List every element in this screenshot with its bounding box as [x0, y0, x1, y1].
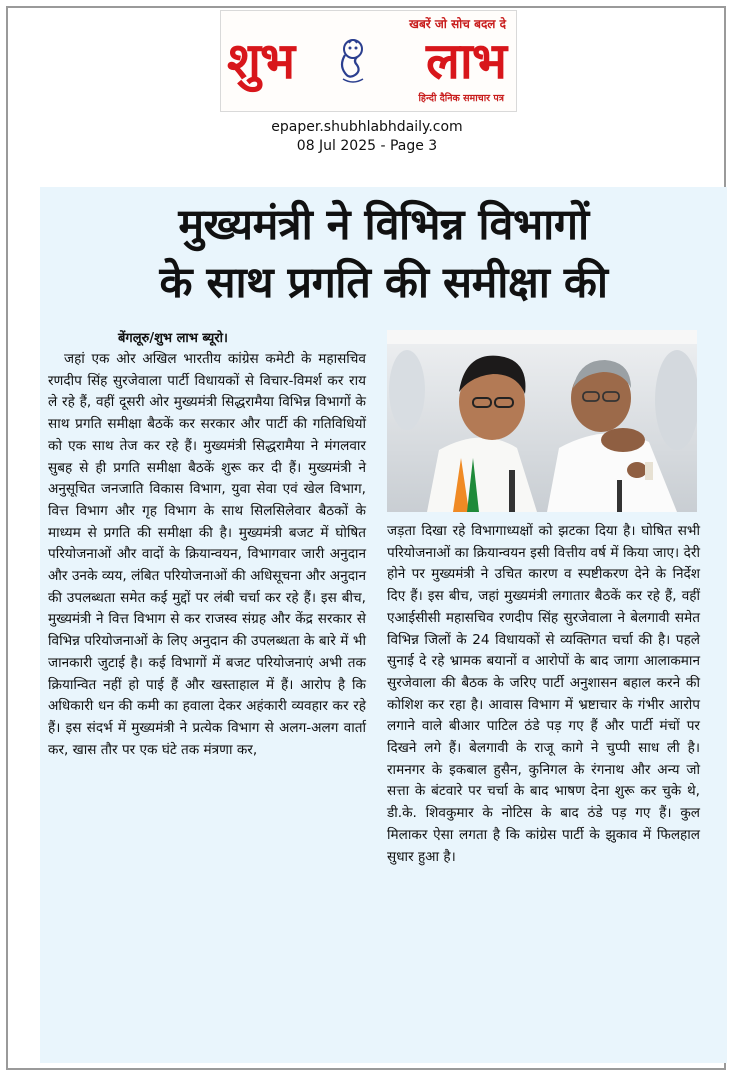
headline-line-2: के साथ प्रगति की समीक्षा की: [159, 258, 608, 308]
edition-date-page: 08 Jul 2025 - Page 3: [296, 138, 438, 154]
brand-name-left: शुभ: [227, 32, 295, 90]
ganesha-icon: [335, 35, 371, 85]
news-photo: [387, 330, 697, 512]
article-body-right-column: जड़ता दिखा रहे विभागाध्यक्षों को झटका दिया है। घोषित सभी परियोजनाओं का क्रियान्वयन इसी वित्तीय वर्ष में किया जाए। देरी होने पर मुख्यमंत्री ने उचित कारण व स्पष्टीकरण देने के निर्देश दिए हैं। इस बीच, जहां मुख्यमंत्री लगातार बैठकें कर रहे हैं, वहीं एआईसीसी महासचिव रणदीप सिंह सुरजेवाला ने बेलगावी समेत विभिन्न जिलों के 24 विधायकों से व्यक्तिगत चर्चा की है। पहले सुनाई दे रहे भ्रामक बयानों व आरोपों के बाद जागा आलाकमान सुरजेवाला की बैठक के जरिए पार्टी अनुशासन बहाल करने की कोशिश कर रहा है। आवास विभाग में भ्रष्टाचार के गंभीर आरोप लगाने वाले बीआर पाटिल ठंडे पड़ गए हैं और पार्टी मंचों पर दिखने लगे हैं। बेलगावी के राजू कागे ने चुप्पी साध ली है। रामनगर के इकबाल हुसैन, कुनिगल के रंगनाथ और अन्य जो सत्ता के बंटवारे पर चर्चा के बाद भाषण देना शुरू कर चुके थे, डी.के. शिवकुमार के नोटिस के बाद ठंडे पड़ गए हैं। कुल मिलाकर ऐसा लगता है कि कांग्रेस पार्टी के झुकाव में फिलहाल सुधार हुआ है।: [387, 523, 700, 865]
brand-name-right: लाभ: [426, 32, 506, 90]
article-headline: [40, 196, 727, 312]
article-byline: बेंगलूरु/शुभ लाभ ब्यूरो।: [118, 331, 228, 346]
headline-line-1: मुख्यमंत्री ने विभिन्न विभागों: [178, 200, 589, 250]
photo-illustration: [387, 330, 697, 512]
masthead-subtagline: हिन्दी दैनिक समाचार पत्र: [418, 93, 504, 104]
masthead-tagline: खबरें जो सोच बदल दे: [409, 17, 506, 31]
epaper-url: epaper.shubhlabhdaily.com: [271, 119, 463, 135]
masthead-logo: [220, 10, 517, 112]
article-body-left-column: जहां एक ओर अखिल भारतीय कांग्रेस कमेटी के महासचिव रणदीप सिंह सुरजेवाला पार्टी विधायकों से विचार-विमर्श कर राय ले रहे हैं, वहीं दूसरी ओर मुख्यमंत्री सिद्धरामैया विभिन्न विभागों के साथ प्रगति समीक्षा बैठकें कर सरकार और पार्टी की गतिविधियों को एक साथ तेज कर रहे हैं। मुख्यमंत्री सिद्धरामैया ने मंगलवार सुबह से ही प्रगति समीक्षा बैठकें शुरू कर दी हैं। मुख्यमंत्री ने अनुसूचित जनजाति विकास विभाग, युवा सेवा एवं खेल विभाग, वित्त विभाग और गृह विभाग के साथ सिलसिलेवार बैठकों के माध्यम से प्रगति की समीक्षा की है। मुख्यमंत्री बजट में घोषित परियोजनाओं और वादों के क्रियान्वयन, विभागवार जारी अनुदान और उनके व्यय, लंबित परियोजनाओं की अधिसूचना और अनुदान की उपलब्धता समेत कई मुद्दों पर लंबी चर्चा कर रहे हैं। इस बीच, मुख्यमंत्री ने वित्त विभाग से कर राजस्व संग्रह और केंद्र सरकार से विभिन्न परियोजनाओं के लिए अनुदान की उपलब्धता के बारे में भी जानकारी जुटाई है। कई विभागों में बजट परियोजनाएं अभी तक क्रियान्वित नहीं हो पाई हैं और खस्ताहाल में हैं। आरोप है कि अधिकारी धन की कमी का हवाला देकर अहंकारी व्यवहार कर रहे हैं। इस संदर्भ में मुख्यमंत्री ने प्रत्येक विभाग से अलग-अलग वार्ता कर, खास तौर पर एक घंटे तक मंत्रणा कर,: [48, 351, 366, 758]
